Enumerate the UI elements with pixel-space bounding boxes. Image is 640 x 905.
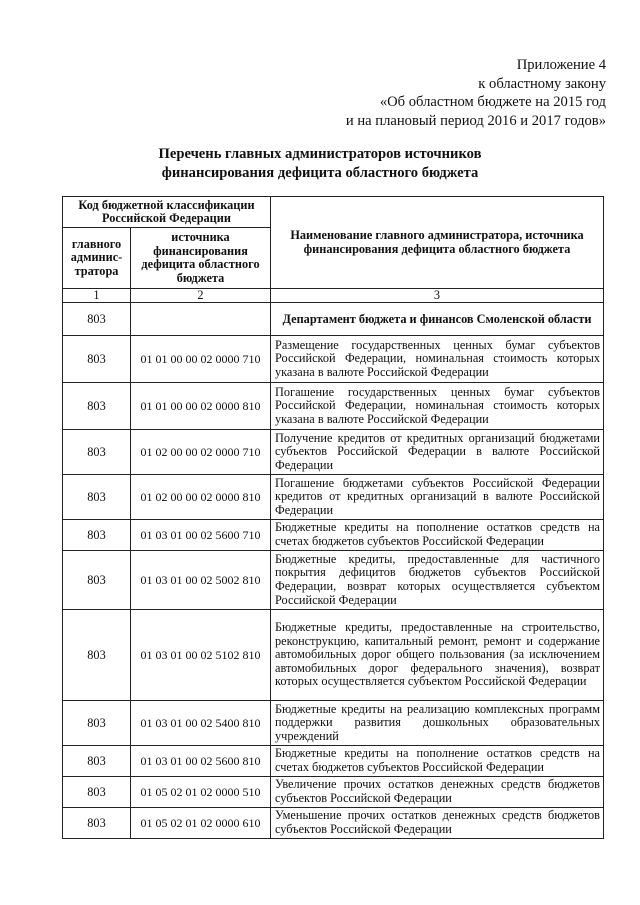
- annex-line: к областному закону: [478, 75, 606, 92]
- source-code: 01 05 02 01 02 0000 510: [131, 777, 271, 808]
- title-line: финансирования дефицита областного бюджета: [161, 165, 479, 181]
- annex-line: «Об областном бюджете на 2015 год: [379, 94, 606, 110]
- table-row: [63, 475, 604, 520]
- source-name: Бюджетные кредиты на пополнение остатков средств на счетах бюджетов субъектов Российской Федерации: [271, 746, 604, 777]
- admin-code: 803: [63, 336, 131, 383]
- administrators-table: [62, 196, 604, 839]
- table-row: [63, 520, 604, 551]
- source-code: [131, 303, 271, 336]
- source-name: Погашение бюджетами субъектов Российской Федерации кредитов от кредитных организаций в валюте Российской Федерации: [271, 475, 604, 520]
- source-column-header: источника финансирования дефицита областного бюджета: [131, 228, 271, 289]
- annex-line: и на плановый период 2016 и 2017 годов»: [345, 112, 606, 129]
- admin-code: 803: [63, 551, 131, 610]
- admin-code: 803: [63, 430, 131, 475]
- table-row: [63, 746, 604, 777]
- source-code: 01 03 01 00 02 5600 810: [131, 746, 271, 777]
- source-code: 01 03 01 00 02 5400 810: [131, 701, 271, 746]
- annex-header: [206, 56, 606, 130]
- source-name: Бюджетные кредиты, предоставленные для частичного покрытия дефицитов бюджетов субъектов Российской Федерации, возврат которых осуществляется субъектом Российской Федерации: [271, 551, 604, 610]
- table-row: [63, 383, 604, 430]
- source-name: Увеличение прочих остатков денежных средств бюджетов субъектов Российской Федерации: [271, 777, 604, 808]
- admin-code: 803: [63, 777, 131, 808]
- source-name: Уменьшение прочих остатков денежных средств бюджетов субъектов Российской Федерации: [271, 808, 604, 839]
- table-row: [63, 808, 604, 839]
- admin-code: 803: [63, 746, 131, 777]
- table-row: [63, 610, 604, 701]
- department-name: Департамент бюджета и финансов Смоленской области: [271, 303, 604, 336]
- header-row: [63, 197, 604, 228]
- admin-code: 803: [63, 383, 131, 430]
- source-code: 01 05 02 01 02 0000 610: [131, 808, 271, 839]
- table-row: [63, 430, 604, 475]
- column-numbers-row: [63, 289, 604, 303]
- admin-code: 803: [63, 808, 131, 839]
- name-column-header: Наименование главного администратора, источника финансирования дефицита областного бюджета: [271, 197, 604, 289]
- document-title: [0, 145, 640, 183]
- table-row: [63, 777, 604, 808]
- source-name: Бюджетные кредиты, предоставленные на строительство, реконструкцию, капитальный ремонт, ремонт и содержание автомобильных дорог общего пользования (за исключением автомобильных дорог федерального значения), возврат которых осуществляется субъектом Российской Федерации: [271, 610, 604, 701]
- admin-code: 803: [63, 610, 131, 701]
- source-code: 01 03 01 00 02 5600 710: [131, 520, 271, 551]
- admin-code: 803: [63, 701, 131, 746]
- admin-column-header: главного админис-тратора: [63, 228, 131, 289]
- admin-code: 803: [63, 475, 131, 520]
- table-row: [63, 701, 604, 746]
- admin-code: 803: [63, 303, 131, 336]
- admin-code: 803: [63, 520, 131, 551]
- source-code: 01 01 00 00 02 0000 810: [131, 383, 271, 430]
- title-line: Перечень главных администраторов источников: [158, 146, 482, 162]
- column-number: 1: [63, 289, 131, 303]
- source-code: 01 02 00 00 02 0000 710: [131, 430, 271, 475]
- source-name: Бюджетные кредиты на пополнение остатков средств на счетах бюджетов субъектов Российской Федерации: [271, 520, 604, 551]
- source-name: Получение кредитов от кредитных организаций бюджетами субъектов Российской Федерации в валюте Российской Федерации: [271, 430, 604, 475]
- source-code: 01 03 01 00 02 5102 810: [131, 610, 271, 701]
- source-name: Бюджетные кредиты на реализацию комплексных программ поддержки развития дошкольных образовательных учреждений: [271, 701, 604, 746]
- column-number: 2: [131, 289, 271, 303]
- source-code: 01 01 00 00 02 0000 710: [131, 336, 271, 383]
- table-row: [63, 303, 604, 336]
- table-row: [63, 336, 604, 383]
- annex-line: Приложение 4: [516, 57, 606, 73]
- source-name: Погашение государственных ценных бумаг субъектов Российской Федерации, номинальная стоимость которых указана в валюте Российской Федерации: [271, 383, 604, 430]
- source-code: 01 03 01 00 02 5002 810: [131, 551, 271, 610]
- source-code: 01 02 00 00 02 0000 810: [131, 475, 271, 520]
- code-group-header: Код бюджетной классификации Российской Федерации: [63, 197, 271, 228]
- column-number: 3: [271, 289, 604, 303]
- source-name: Размещение государственных ценных бумаг субъектов Российской Федерации, номинальная стоимость которых указана в валюте Российской Федерации: [271, 336, 604, 383]
- table-row: [63, 551, 604, 610]
